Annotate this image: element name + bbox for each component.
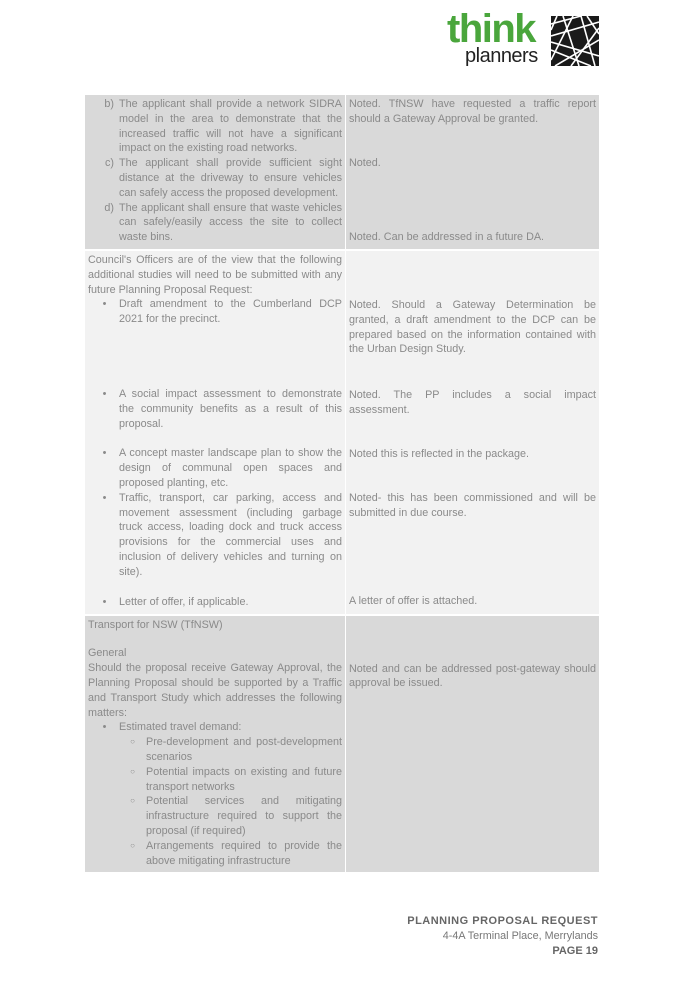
list-item: ○ Arrangements required to provide the above mitigating infrastructure [88,839,342,869]
list-item: • A social impact assessment to demonstrate the community benefits as a result of this proposal. [88,387,342,447]
bullet-icon: • [102,447,107,460]
list-item: ○ Potential impacts on existing and future transport networks [88,765,342,795]
list-item: • Estimated travel demand: [88,720,342,735]
circle-bullet-icon: ○ [130,840,135,850]
table-row [85,616,599,873]
think-planners-logo [447,7,607,71]
bullet-icon: • [102,721,107,734]
submission-cell [85,95,346,249]
response-cell: Noted. Should a Gateway Determination be granted, a draft amendment to the DCP can be prepared based on the information contained with the Urban Design Study. Noted. The PP includes a social impact assessment. Noted this is reflected in the package. Noted- this has been commissioned and will be submitted in due course. A letter of offer is attached. [346,251,600,614]
list-item: • Letter of offer, if applicable. [88,595,342,610]
bullet-icon: • [102,491,107,504]
table-row [85,251,599,614]
circle-bullet-icon: ○ [130,766,135,776]
bullet-icon: • [102,298,107,311]
logo-map-icon [551,16,599,66]
footer-address: 4-4A Terminal Place, Merrylands [442,930,598,942]
submission-cell: Transport for NSW (TfNSW) General Should the proposal receive Gateway Approval, the Planning Proposal should be supported by a Traffic and Transport Study which addresses the following matters: • Estimated travel demand: ○ Pre-development and post-development scenarios ○ Potential impacts on existing and future transport networks ○ Potential services and mitigating infrastructure required to support the proposal (if required) ○ Arrangements required to provide the above mitigating infrastructure [85,616,346,873]
bullet-icon: • [102,388,107,401]
bullet-icon: • [102,595,107,608]
list-item: b) The applicant shall provide a network SIDRA model in the area to demonstrate that the increased traffic will not have a significant impact on the existing road networks. [104,98,342,155]
logo-think-text: think [447,7,536,51]
list-item: d) The applicant shall ensure that waste vehicles can safely/easily access the site to collect waste bins. [104,201,342,244]
list-item: ○ Pre-development and post-development scenarios [88,735,342,765]
submission-response-table [85,95,599,872]
logo-planners-text: planners [465,45,538,67]
list-item: • A concept master landscape plan to show the design of communal open spaces and proposed planting, etc. [88,446,342,490]
circle-bullet-icon: ○ [130,796,135,806]
page-number: PAGE 19 [552,945,598,957]
response-cell: Noted and can be addressed post-gateway should approval be issued. [346,616,600,873]
list-item: • Draft amendment to the Cumberland DCP 2021 for the precinct. [88,297,342,387]
list-item: c) The applicant shall provide sufficient sight distance at the driveway to ensure vehicles can safely access the proposed development. [105,157,342,199]
list-item: ○ Potential services and mitigating infrastructure required to support the proposal (if required) [88,794,342,838]
response-cell: Noted. TfNSW have requested a traffic report should a Gateway Approval be granted. Noted. Noted. Can be addressed in a future DA. [346,95,600,249]
page-footer [407,914,598,959]
circle-bullet-icon: ○ [130,737,135,747]
submission-cell: Council's Officers are of the view that the following additional studies will need to be submitted with any future Planning Proposal Request: • Draft amendment to the Cumberland DCP 2021 for the precinct. • A social impact assessment to demonstrate the community benefits as a result of this proposal. • A concept master landscape plan to show the design of communal open spaces and proposed planting, etc. • Traffic, transport, car parking, access and movement assessment (including garbage truck access, loading dock and truck access provisions for the commercial uses and inclusion of delivery vehicles and turning on site). • Letter of offer, if applicable. [85,251,346,614]
list-item: • Traffic, transport, car parking, access and movement assessment (including garbage truck access, loading dock and truck access provisions for the commercial uses and inclusion of delivery vehicles and turning on site). [88,491,342,595]
table-row [85,95,599,249]
footer-title: PLANNING PROPOSAL REQUEST [407,915,598,927]
